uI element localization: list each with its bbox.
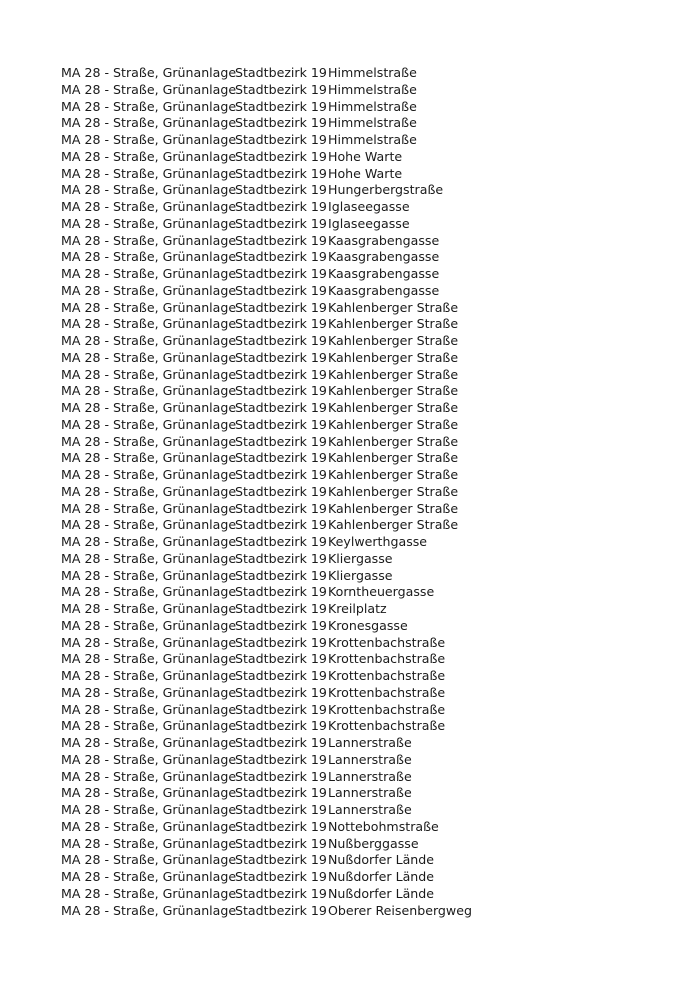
street-cell: Oberer Reisenbergweg — [328, 902, 472, 918]
street-cell: Korntheuergasse — [328, 584, 435, 600]
district-cell: Stadtbezirk 19 — [235, 601, 327, 616]
department-cell: MA 28 - Straße, Grünanlage — [61, 400, 237, 415]
district-cell: Stadtbezirk 19 — [235, 98, 327, 114]
department-cell: MA 28 - Straße, Grünanlage — [61, 215, 237, 231]
district-cell: Stadtbezirk 19 — [235, 885, 327, 901]
street-cell: Himmelstraße — [328, 81, 417, 97]
street-cell: Kahlenberger Straße — [328, 433, 459, 449]
street-cell: Krottenbachstraße — [328, 684, 446, 700]
department-cell: MA 28 - Straße, Grünanlage — [61, 617, 237, 633]
street-cell: Kaasgrabengasse — [328, 249, 440, 265]
district-cell: Stadtbezirk 19 — [235, 684, 327, 700]
district-cell: Stadtbezirk 19 — [235, 81, 327, 97]
street-cell: Himmelstraße — [328, 132, 417, 147]
district-cell: Stadtbezirk 19 — [235, 316, 327, 332]
district-cell: Stadtbezirk 19 — [235, 165, 327, 181]
department-cell: MA 28 - Straße, Grünanlage — [61, 148, 237, 164]
district-cell: Stadtbezirk 19 — [235, 349, 327, 365]
department-cell: MA 28 - Straße, Grünanlage — [61, 550, 237, 566]
street-cell: Iglaseegasse — [328, 199, 410, 214]
department-cell: MA 28 - Straße, Grünanlage — [61, 266, 237, 281]
street-cell: Himmelstraße — [328, 65, 417, 80]
department-cell: MA 28 - Straße, Grünanlage — [61, 333, 237, 348]
district-cell: Stadtbezirk 19 — [235, 668, 327, 683]
district-cell: Stadtbezirk 19 — [235, 718, 327, 734]
department-cell: MA 28 - Straße, Grünanlage — [61, 81, 237, 97]
department-cell: MA 28 - Straße, Grünanlage — [61, 701, 237, 717]
district-cell: Stadtbezirk 19 — [235, 215, 327, 231]
street-cell: Kahlenberger Straße — [328, 500, 459, 516]
district-cell: Stadtbezirk 19 — [235, 869, 327, 884]
department-cell: MA 28 - Straße, Grünanlage — [61, 668, 237, 683]
district-cell: Stadtbezirk 19 — [235, 366, 327, 382]
street-cell: Hohe Warte — [328, 148, 403, 164]
street-cell: Himmelstraße — [328, 98, 417, 114]
department-cell: MA 28 - Straße, Grünanlage — [61, 869, 237, 884]
street-cell: Kahlenberger Straße — [328, 383, 459, 399]
street-cell: Kliergasse — [328, 567, 393, 583]
district-cell: Stadtbezirk 19 — [235, 567, 327, 583]
department-cell: MA 28 - Straße, Grünanlage — [61, 282, 237, 298]
street-cell: Krottenbachstraße — [328, 651, 446, 667]
street-cell: Krottenbachstraße — [328, 634, 446, 650]
street-cell: Nußberggasse — [328, 835, 419, 851]
street-cell: Lannerstraße — [328, 735, 412, 750]
district-cell: Stadtbezirk 19 — [235, 651, 327, 667]
district-cell: Stadtbezirk 19 — [235, 617, 327, 633]
street-cell: Lannerstraße — [328, 768, 412, 784]
department-cell: MA 28 - Straße, Grünanlage — [61, 433, 237, 449]
district-cell: Stadtbezirk 19 — [235, 199, 327, 214]
district-cell: Stadtbezirk 19 — [235, 483, 327, 499]
street-cell: Kronesgasse — [328, 617, 408, 633]
street-cell: Kaasgrabengasse — [328, 282, 440, 298]
department-cell: MA 28 - Straße, Grünanlage — [61, 349, 237, 365]
department-cell: MA 28 - Straße, Grünanlage — [61, 634, 237, 650]
street-cell: Kahlenberger Straße — [328, 299, 459, 315]
district-cell: Stadtbezirk 19 — [235, 400, 327, 415]
street-cell: Kaasgrabengasse — [328, 232, 440, 248]
district-cell: Stadtbezirk 19 — [235, 148, 327, 164]
district-cell: Stadtbezirk 19 — [235, 132, 327, 147]
department-cell: MA 28 - Straße, Grünanlage — [61, 98, 237, 114]
street-cell: Kahlenberger Straße — [328, 316, 459, 332]
district-cell: Stadtbezirk 19 — [235, 785, 327, 801]
street-cell: Nußdorfer Lände — [328, 885, 435, 901]
department-cell: MA 28 - Straße, Grünanlage — [61, 718, 237, 734]
department-cell: MA 28 - Straße, Grünanlage — [61, 299, 237, 315]
department-cell: MA 28 - Straße, Grünanlage — [61, 500, 237, 516]
department-cell: MA 28 - Straße, Grünanlage — [61, 199, 237, 214]
street-cell: Kahlenberger Straße — [328, 517, 459, 533]
department-cell: MA 28 - Straße, Grünanlage — [61, 483, 237, 499]
street-cell: Kaasgrabengasse — [328, 266, 440, 281]
district-cell: Stadtbezirk 19 — [235, 550, 327, 566]
district-cell: Stadtbezirk 19 — [235, 584, 327, 600]
department-cell: MA 28 - Straße, Grünanlage — [61, 802, 237, 817]
department-cell: MA 28 - Straße, Grünanlage — [61, 584, 237, 600]
district-cell: Stadtbezirk 19 — [235, 232, 327, 248]
district-cell: Stadtbezirk 19 — [235, 802, 327, 817]
street-cell: Krottenbachstraße — [328, 668, 446, 683]
street-cell: Kreilplatz — [328, 601, 387, 616]
district-cell: Stadtbezirk 19 — [235, 701, 327, 717]
department-cell: MA 28 - Straße, Grünanlage — [61, 249, 237, 265]
street-cell: Krottenbachstraße — [328, 701, 446, 717]
district-cell: Stadtbezirk 19 — [235, 818, 327, 834]
street-cell: Iglaseegasse — [328, 215, 410, 231]
district-cell: Stadtbezirk 19 — [235, 333, 327, 348]
department-cell: MA 28 - Straße, Grünanlage — [61, 65, 237, 80]
department-cell: MA 28 - Straße, Grünanlage — [61, 115, 237, 131]
department-cell: MA 28 - Straße, Grünanlage — [61, 651, 237, 667]
department-cell: MA 28 - Straße, Grünanlage — [61, 383, 237, 399]
department-cell: MA 28 - Straße, Grünanlage — [61, 852, 237, 868]
street-cell: Lannerstraße — [328, 802, 412, 817]
street-cell: Nottebohmstraße — [328, 818, 439, 834]
district-cell: Stadtbezirk 19 — [235, 115, 327, 131]
department-cell: MA 28 - Straße, Grünanlage — [61, 316, 237, 332]
district-cell: Stadtbezirk 19 — [235, 835, 327, 851]
district-cell: Stadtbezirk 19 — [235, 467, 327, 482]
street-cell: Kahlenberger Straße — [328, 483, 459, 499]
street-cell: Lannerstraße — [328, 785, 412, 801]
street-cell: Hungerbergstraße — [328, 182, 444, 198]
street-cell: Kahlenberger Straße — [328, 450, 459, 466]
department-cell: MA 28 - Straße, Grünanlage — [61, 366, 237, 382]
street-cell: Nußdorfer Lände — [328, 852, 435, 868]
district-cell: Stadtbezirk 19 — [235, 534, 327, 549]
district-cell: Stadtbezirk 19 — [235, 735, 327, 750]
department-cell: MA 28 - Straße, Grünanlage — [61, 450, 237, 466]
department-cell: MA 28 - Straße, Grünanlage — [61, 165, 237, 181]
department-cell: MA 28 - Straße, Grünanlage — [61, 751, 237, 767]
street-cell: Kahlenberger Straße — [328, 333, 459, 348]
department-cell: MA 28 - Straße, Grünanlage — [61, 132, 237, 147]
district-cell: Stadtbezirk 19 — [235, 500, 327, 516]
department-cell: MA 28 - Straße, Grünanlage — [61, 182, 237, 198]
district-cell: Stadtbezirk 19 — [235, 383, 327, 399]
district-cell: Stadtbezirk 19 — [235, 751, 327, 767]
street-cell: Keylwerthgasse — [328, 534, 428, 549]
department-cell: MA 28 - Straße, Grünanlage — [61, 534, 237, 549]
department-cell: MA 28 - Straße, Grünanlage — [61, 902, 237, 918]
district-cell: Stadtbezirk 19 — [235, 416, 327, 432]
district-cell: Stadtbezirk 19 — [235, 282, 327, 298]
department-cell: MA 28 - Straße, Grünanlage — [61, 601, 237, 616]
district-cell: Stadtbezirk 19 — [235, 299, 327, 315]
district-cell: Stadtbezirk 19 — [235, 65, 327, 80]
street-cell: Kahlenberger Straße — [328, 349, 459, 365]
department-cell: MA 28 - Straße, Grünanlage — [61, 835, 237, 851]
street-cell: Lannerstraße — [328, 751, 412, 767]
district-cell: Stadtbezirk 19 — [235, 634, 327, 650]
street-cell: Kahlenberger Straße — [328, 467, 459, 482]
district-cell: Stadtbezirk 19 — [235, 902, 327, 918]
district-cell: Stadtbezirk 19 — [235, 852, 327, 868]
department-cell: MA 28 - Straße, Grünanlage — [61, 232, 237, 248]
district-cell: Stadtbezirk 19 — [235, 182, 327, 198]
street-cell: Nußdorfer Lände — [328, 869, 435, 884]
department-cell: MA 28 - Straße, Grünanlage — [61, 768, 237, 784]
department-cell: MA 28 - Straße, Grünanlage — [61, 885, 237, 901]
street-cell: Krottenbachstraße — [328, 718, 446, 734]
district-cell: Stadtbezirk 19 — [235, 517, 327, 533]
street-cell: Kliergasse — [328, 550, 393, 566]
street-cell: Himmelstraße — [328, 115, 417, 131]
department-cell: MA 28 - Straße, Grünanlage — [61, 567, 237, 583]
street-cell: Kahlenberger Straße — [328, 416, 459, 432]
district-cell: Stadtbezirk 19 — [235, 768, 327, 784]
district-cell: Stadtbezirk 19 — [235, 450, 327, 466]
district-cell: Stadtbezirk 19 — [235, 266, 327, 281]
department-cell: MA 28 - Straße, Grünanlage — [61, 684, 237, 700]
street-cell: Hohe Warte — [328, 165, 403, 181]
department-cell: MA 28 - Straße, Grünanlage — [61, 517, 237, 533]
department-cell: MA 28 - Straße, Grünanlage — [61, 818, 237, 834]
district-cell: Stadtbezirk 19 — [235, 249, 327, 265]
department-cell: MA 28 - Straße, Grünanlage — [61, 467, 237, 482]
department-cell: MA 28 - Straße, Grünanlage — [61, 416, 237, 432]
department-cell: MA 28 - Straße, Grünanlage — [61, 785, 237, 801]
street-cell: Kahlenberger Straße — [328, 366, 459, 382]
department-cell: MA 28 - Straße, Grünanlage — [61, 735, 237, 750]
street-cell: Kahlenberger Straße — [328, 400, 459, 415]
district-cell: Stadtbezirk 19 — [235, 433, 327, 449]
